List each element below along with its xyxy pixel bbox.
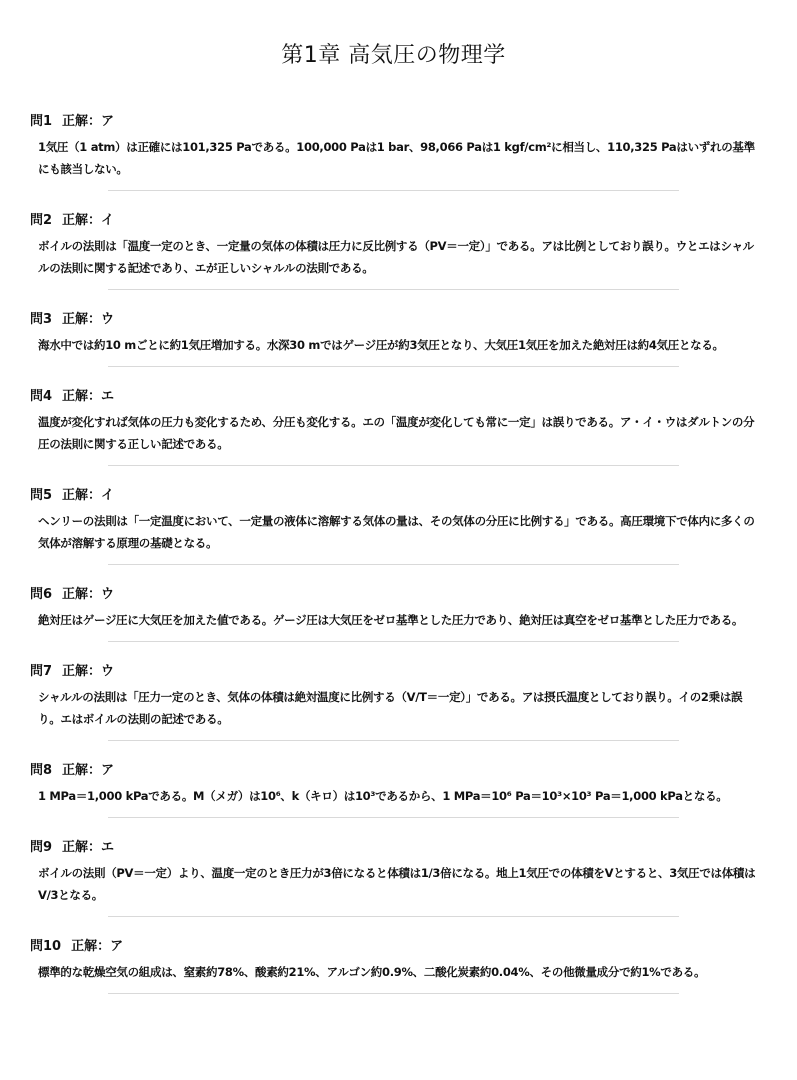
answer-item <box>30 662 757 741</box>
correct-answer: 正解：ア <box>62 763 115 778</box>
explanation-text: 海水中では約10 mごとに約1気圧増加する。水深30 mではゲージ圧が約3気圧となり、大気圧1気圧を加えた絶対圧は約4気圧となる。 <box>38 338 724 352</box>
divider <box>108 993 679 994</box>
correct-answer: 正解：ウ <box>62 587 115 602</box>
answer-item <box>30 211 757 290</box>
correct-answer: 正解：ア <box>62 114 115 129</box>
explanation-text: 温度が変化すれば気体の圧力も変化するため、分圧も変化する。エの「温度が変化しても常に一定」は誤りである。ア・イ・ウはダルトンの分圧の法則に関する正しい記述である。 <box>38 415 755 451</box>
answer-header <box>30 112 757 132</box>
divider <box>108 289 679 290</box>
question-number: 問4 <box>30 389 53 404</box>
correct-answer: 正解：イ <box>62 213 115 228</box>
answer-header <box>30 585 757 605</box>
answer-header <box>30 761 757 781</box>
divider <box>108 740 679 741</box>
answer-header <box>30 486 757 506</box>
answer-item <box>30 112 757 191</box>
explanation-text: 標準的な乾燥空気の組成は、窒素約78%、酸素約21%、アルゴン約0.9%、二酸化炭素約0.04%、その他微量成分で約1%である。 <box>38 965 706 979</box>
answer-header <box>30 310 757 330</box>
explanation-text: 絶対圧はゲージ圧に大気圧を加えた値である。ゲージ圧は大気圧をゼロ基準とした圧力であり、絶対圧は真空をゼロ基準とした圧力である。 <box>38 613 744 627</box>
question-number: 問9 <box>30 840 53 855</box>
answer-item <box>30 761 757 818</box>
explanation-text: ボイルの法則は「温度一定のとき、一定量の気体の体積は圧力に反比例する（PV＝一定）」である。アは比例としており誤り。ウとエはシャルルの法則に関する記述であり、エが正しいシャルルの法則である。 <box>38 239 754 275</box>
divider <box>108 465 679 466</box>
question-number: 問2 <box>30 213 53 228</box>
explanation-text: ヘンリーの法則は「一定温度において、一定量の液体に溶解する気体の量は、その気体の分圧に比例する」である。高圧環境下で体内に多くの気体が溶解する原理の基礎となる。 <box>38 514 755 550</box>
question-number: 問7 <box>30 664 53 679</box>
divider <box>108 190 679 191</box>
answer-item <box>30 387 757 466</box>
answer-item <box>30 838 757 917</box>
divider <box>108 916 679 917</box>
answer-list <box>30 112 757 994</box>
correct-answer: 正解：ウ <box>62 312 115 327</box>
answer-item <box>30 486 757 565</box>
answer-header <box>30 937 757 957</box>
answer-header <box>30 662 757 682</box>
question-number: 問1 <box>30 114 53 129</box>
correct-answer: 正解：ウ <box>62 664 115 679</box>
answer-header <box>30 838 757 858</box>
explanation-text: 1 MPa＝1,000 kPaである。M（メガ）は10⁶、k（キロ）は10³であるから、1 MPa＝10⁶ Pa＝10³×10³ Pa＝1,000 kPaとなる。 <box>38 789 728 803</box>
answer-item <box>30 585 757 642</box>
page-title: 第1章 高気圧の物理学 <box>281 43 506 68</box>
divider <box>108 817 679 818</box>
divider <box>108 564 679 565</box>
correct-answer: 正解：イ <box>62 488 115 503</box>
answer-item <box>30 937 757 994</box>
answer-header <box>30 211 757 231</box>
explanation-text: ボイルの法則（PV＝一定）より、温度一定のとき圧力が3倍になると体積は1/3倍になる。地上1気圧での体積をVとすると、3気圧では体積はV/3となる。 <box>38 866 756 902</box>
question-number: 問3 <box>30 312 53 327</box>
question-number: 問10 <box>30 939 62 954</box>
correct-answer: 正解：エ <box>62 840 115 855</box>
question-number: 問5 <box>30 488 53 503</box>
explanation-text: シャルルの法則は「圧力一定のとき、気体の体積は絶対温度に比例する（V/T＝一定）」である。アは摂氏温度としており誤り。イの2乗は誤り。エはボイルの法則の記述である。 <box>38 690 743 726</box>
divider <box>108 641 679 642</box>
explanation-text: 1気圧（1 atm）は正確には101,325 Paである。100,000 Paは1 bar、98,066 Paは1 kgf/cm²に相当し、110,325 Paはいずれの基準にも該当しない。 <box>38 140 755 176</box>
divider <box>108 366 679 367</box>
question-number: 問6 <box>30 587 53 602</box>
correct-answer: 正解：エ <box>62 389 115 404</box>
correct-answer: 正解：ア <box>71 939 124 954</box>
question-number: 問8 <box>30 763 53 778</box>
answer-header <box>30 387 757 407</box>
answer-item <box>30 310 757 367</box>
